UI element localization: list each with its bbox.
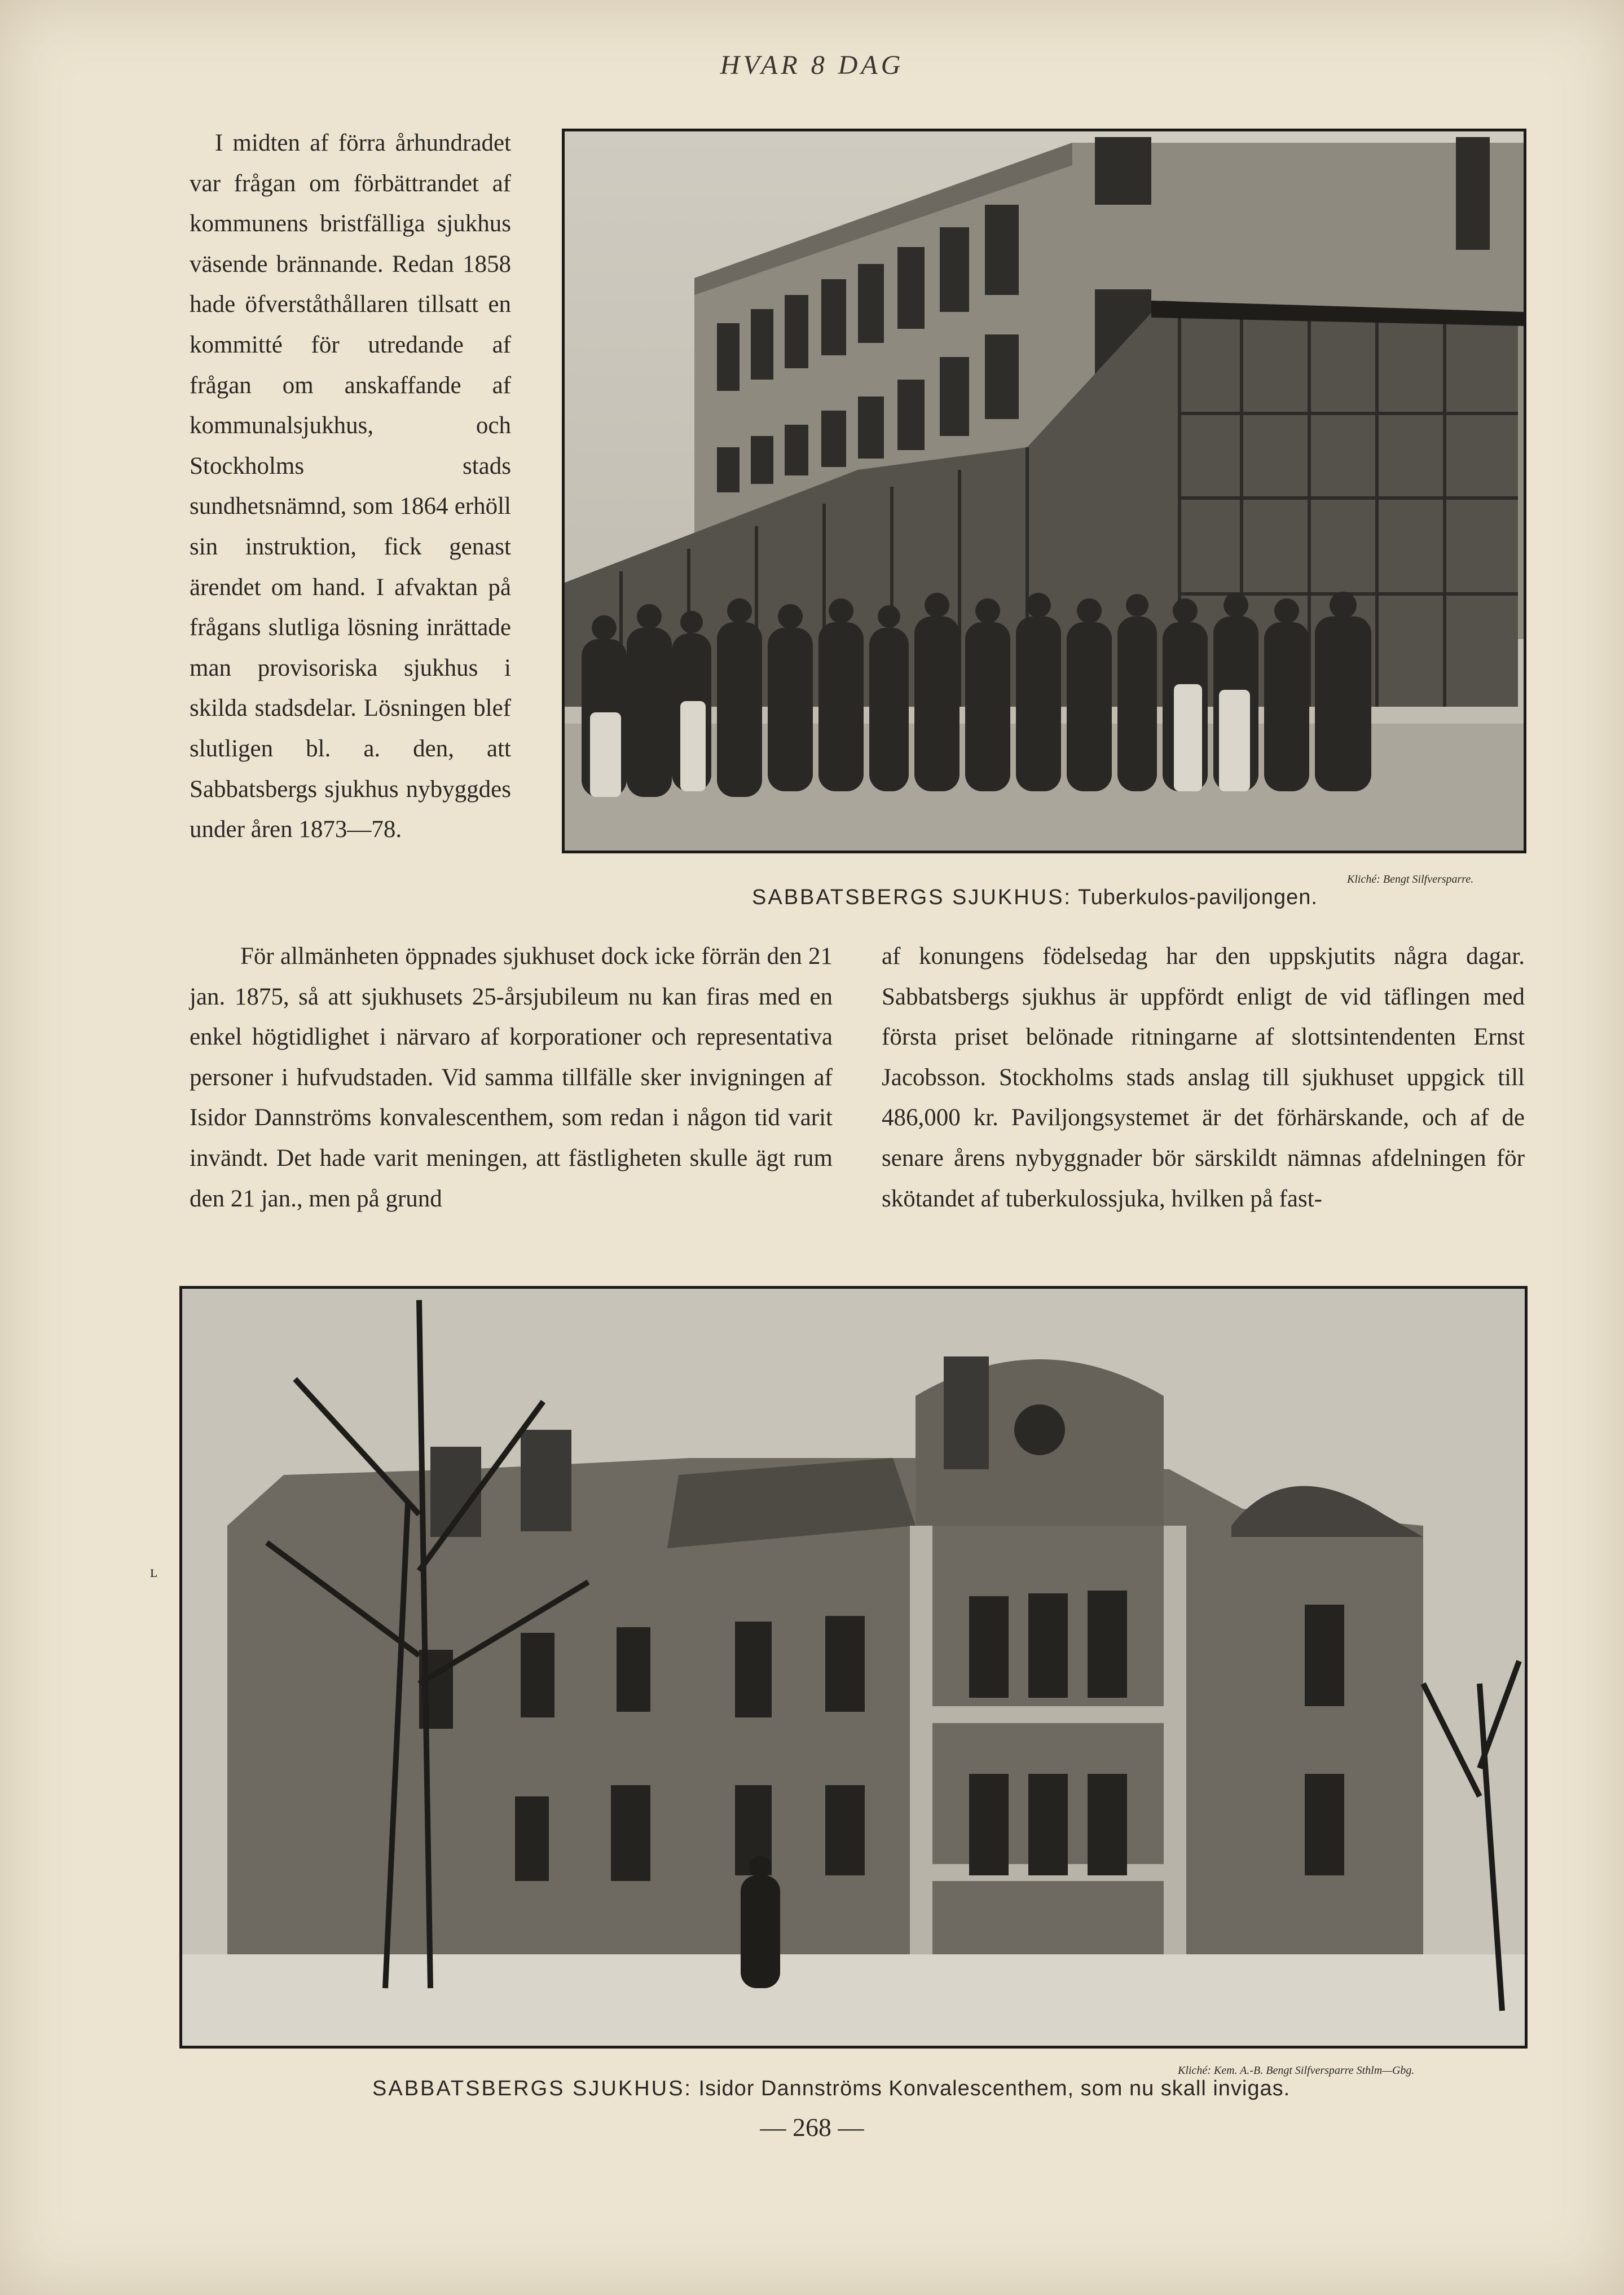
pavilion-illustration: [565, 131, 1524, 851]
photo-convalescent-home: [179, 1286, 1528, 2049]
bottom-photo-caption: [372, 2077, 1290, 2101]
bottom-caption-label: SABBATSBERGS SJUKHUS:: [372, 2077, 692, 2100]
bottom-photo-credit: Kliché: Kem. A.-B. Bengt Silfversparre Sthlm—Gbg.: [1178, 2064, 1415, 2077]
page-number: — 268 —: [760, 2113, 864, 2142]
running-head: HVAR 8 DAG: [720, 50, 904, 80]
left-column-text: [190, 936, 833, 1219]
top-photo-caption: [752, 886, 1318, 910]
top-caption-text: Tuberkulos-paviljongen.: [1077, 886, 1318, 909]
convalescent-home-illustration: [182, 1289, 1525, 2046]
intro-paragraph: [190, 123, 511, 850]
margin-mark: ʟ: [150, 1562, 157, 1581]
intro-text: I midten af förra århundradet var frågan om förbättrandet af kommunens bristfälliga sjukhus väsende brännande. Redan 1858 hade öfverståthållaren tillsatt en kommitté för utredande af frågan om anskaffande af kommunalsjukhus, och Stockholms stads sundhetsnämnd, som 1864 erhöll sin instruktion, fick genast ärendet om hand. I afvaktan på frågans slutliga lösning inrättade man provisoriska sjukhus i skilda stadsdelar. Lösningen blef slutligen bl. a. den, att Sabbatsbergs sjukhus nybyggdes under åren 1873—78.: [190, 130, 511, 843]
top-photo-credit: Kliché: Bengt Silfversparre.: [1347, 873, 1474, 886]
top-caption-label: SABBATSBERGS SJUKHUS:: [752, 886, 1072, 909]
photo-tuberculosis-pavilion: [562, 129, 1526, 853]
right-column-paragraph: af konungens födelsedag har den uppskjutits några dagar. Sabbatsbergs sjukhus är uppfördt enligt de vid täflingen med första priset belönade ritningarne af slottsintendenten Ernst Jacobsson. Stockholms stads anslag till sjukhuset uppgick till 486,000 kr. Paviljongsystemet är det förhärskande, och af de senare årens nybyggnader bör särskildt nämnas afdelningen för skötandet af tuberkulossjuka, hvilken på fast-: [882, 943, 1525, 1212]
bottom-caption-text: Isidor Dannströms Konvalescenthem, som nu skall invigas.: [698, 2077, 1291, 2100]
right-column-text: [882, 936, 1525, 1219]
left-column-paragraph: För allmänheten öppnades sjukhuset dock icke förrän den 21 jan. 1875, så att sjukhusets 25-årsjubileum nu kan firas med en enkel högtidlighet i närvaro af korporationer och representativa personer i hufvudstaden. Vid samma tillfälle sker invigningen af Isidor Dannströms konvalescenthem, som redan i någon tid varit invändt. Det hade varit meningen, att fästligheten skulle ägt rum den 21 jan., men på grund: [190, 943, 833, 1212]
